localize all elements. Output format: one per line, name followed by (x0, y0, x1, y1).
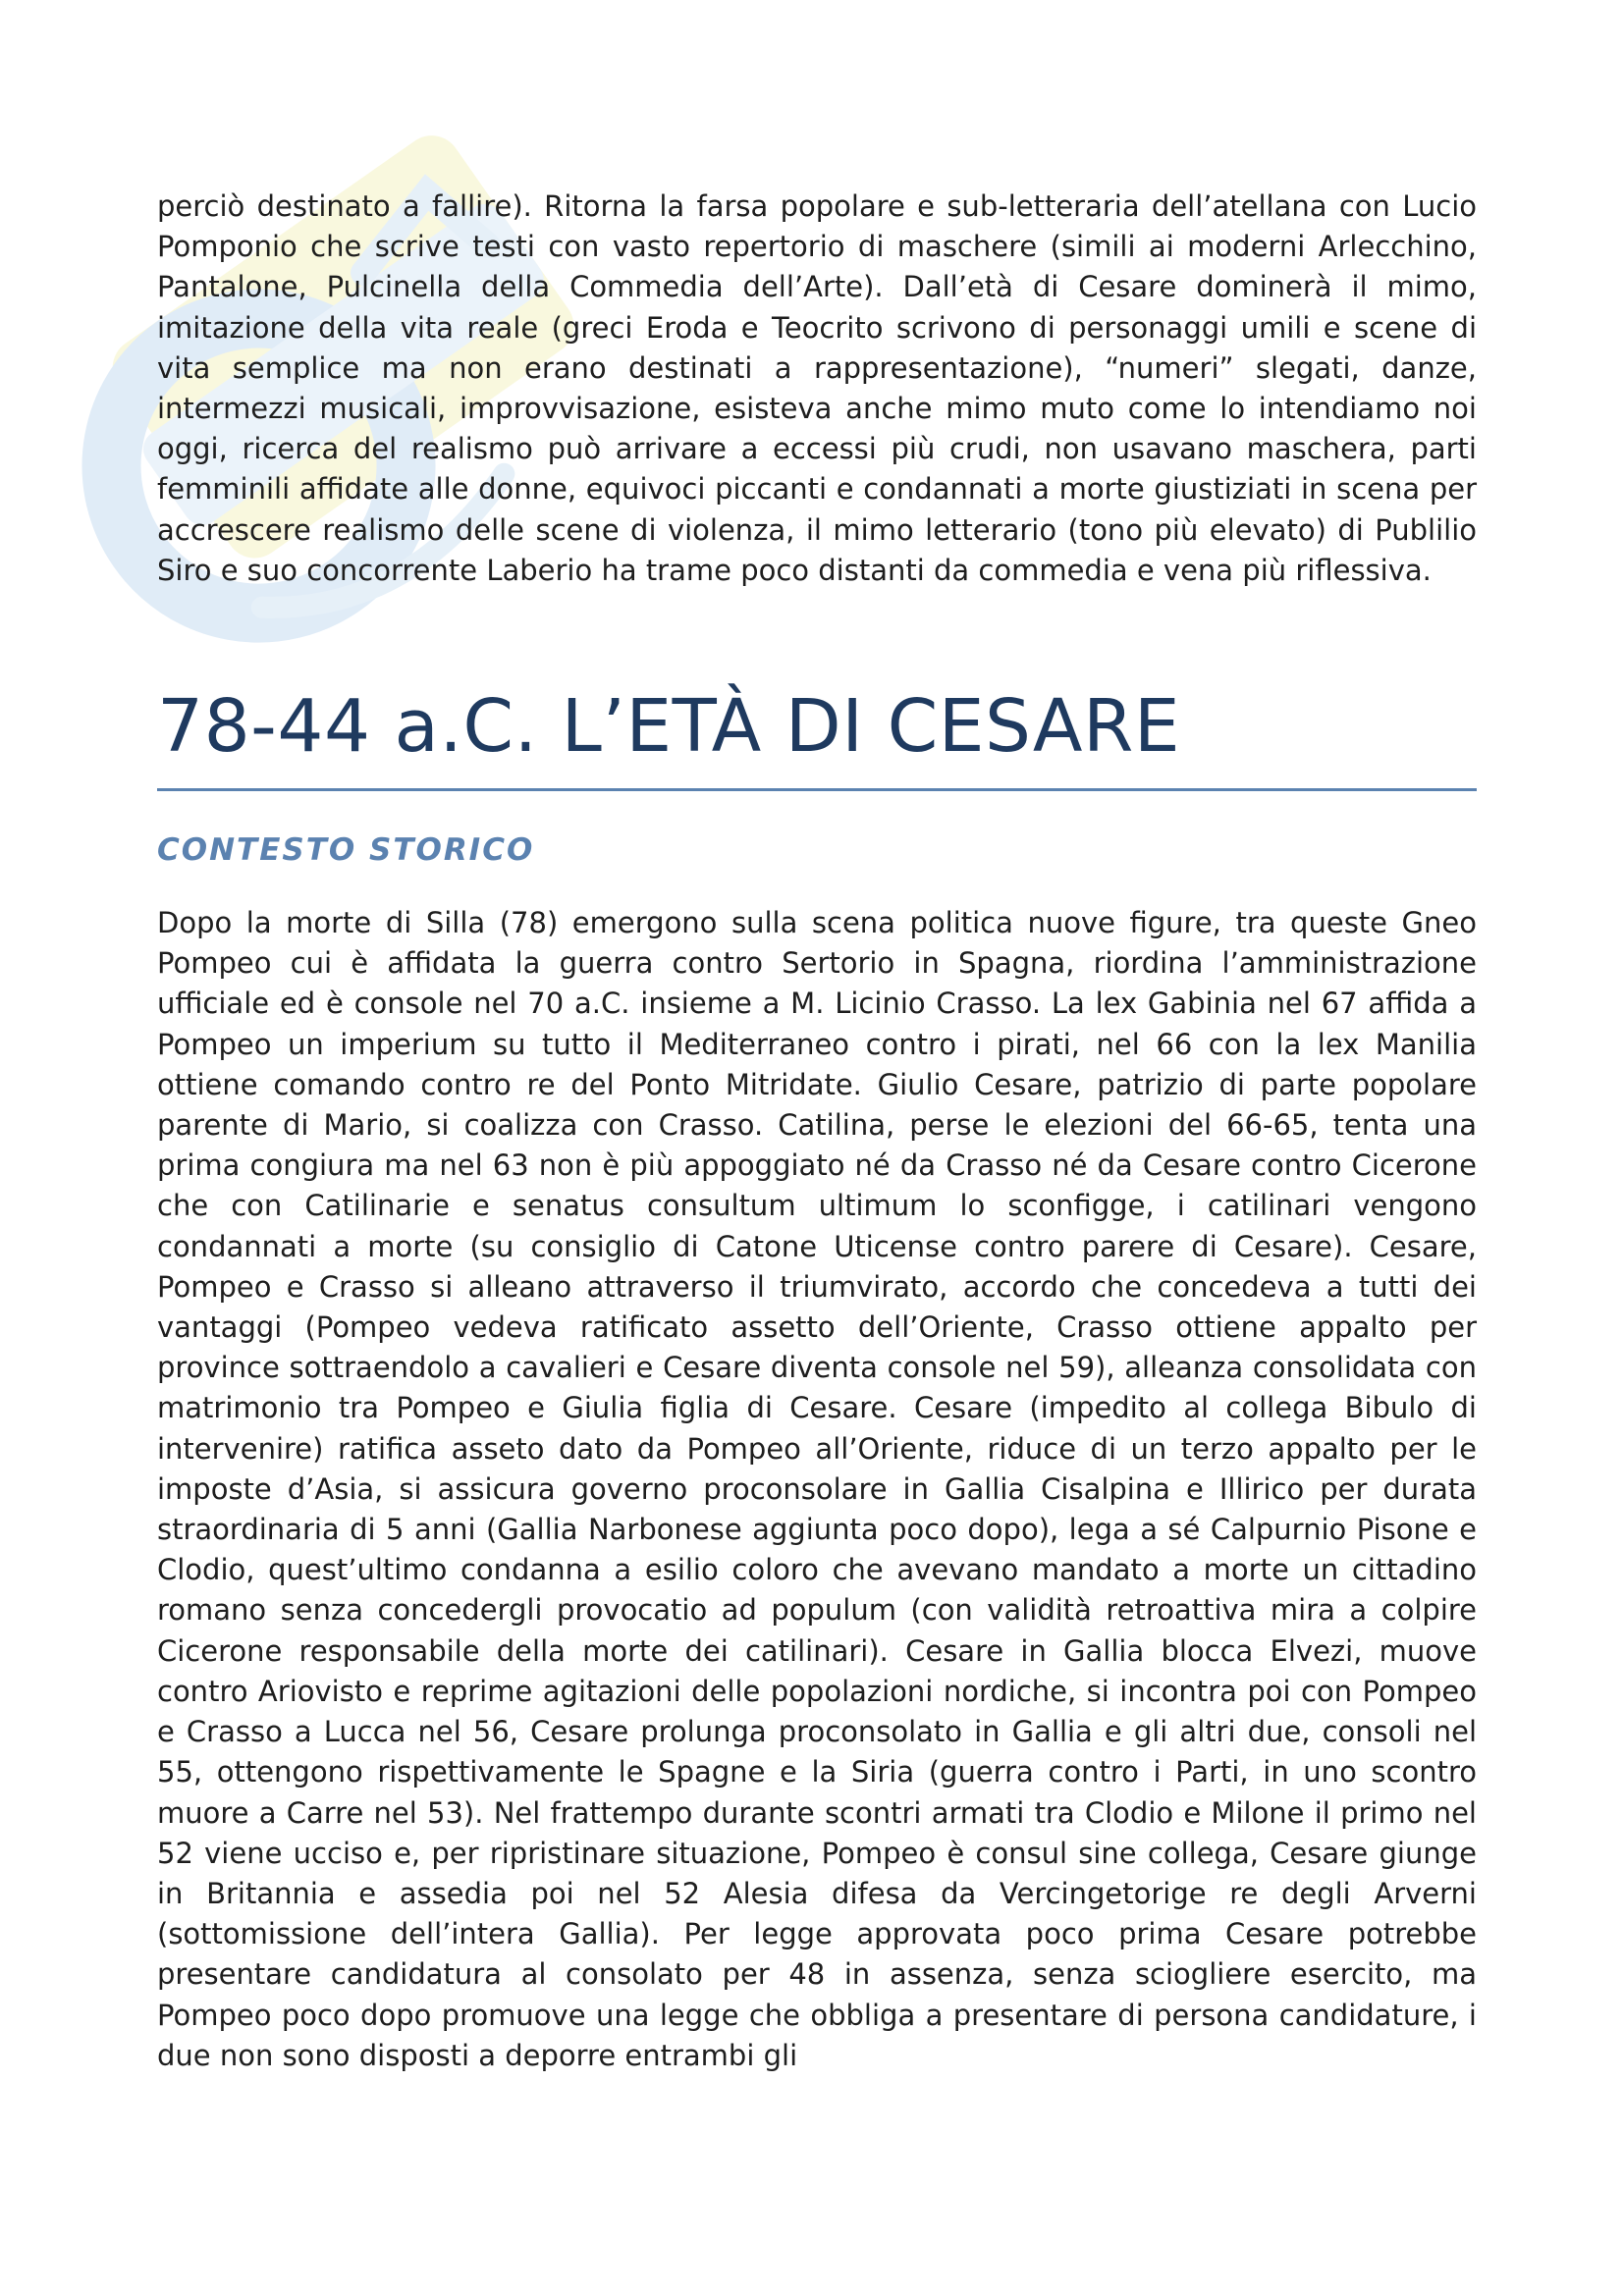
section-heading: CONTESTO STORICO (157, 832, 535, 869)
intro-paragraph: perciò destinato a fallire). Ritorna la farsa popolare e sub-letteraria dell’atellana con Lucio Pomponio che scrive testi con vasto repertorio di maschere (simili ai moderni Arlecchino, Pantalone, Pulcinella della Commedia dell’Arte). Dall’età di Cesare dominerà il mimo, imitazione della vita reale (greci Eroda e Teocrito scrivono di personaggi umili e scene di vita semplice ma non erano destinati a rappresentazione), “numeri” slegati, danze, intermezzi musicali, improvvisazione, esisteva anche mimo muto come lo intendiamo noi oggi, ricerca del realismo può arrivare a eccessi più crudi, non usavano maschera, parti femminili affidate alle donne, equivoci piccanti e condannati a morte giustiziati in scena per accrescere realismo delle scene di violenza, il mimo letterario (tono più elevato) di Publilio Siro e suo concorrente Laberio ha trame poco distanti da commedia e vena più riflessiva. (157, 189, 1477, 587)
document-page (157, 187, 1477, 2076)
title-divider (157, 788, 1477, 791)
body-paragraph: Dopo la morte di Silla (78) emergono sulla scena politica nuove figure, tra queste Gneo Pompeo cui è affidata la guerra contro Sertorio in Spagna, riordina l’amministrazione ufficiale ed è console nel 70 a.C. insieme a M. Licinio Crasso. La lex Gabinia nel 67 affida a Pompeo un imperium su tutto il Mediterraneo contro i pirati, nel 66 con la lex Manilia ottiene comando contro re del Ponto Mitridate. Giulio Cesare, patrizio di parte popolare parente di Mario, si coalizza con Crasso. Catilina, perse le elezioni del 66-65, tenta una prima congiura ma nel 63 non è più appoggiato né da Crasso né da Cesare contro Cicerone che con Catilinarie e senatus consultum ultimum lo sconfigge, i catilinari vengono condannati a morte (su consiglio di Catone Uticense contro parere di Cesare). Cesare, Pompeo e Crasso si alleano attraverso il triumvirato, accordo che concedeva a tutti dei vantaggi (Pompeo vedeva ratificato assetto dell’Oriente, Crasso ottiene appalto per province sottraendolo a cavalieri e Cesare diventa console nel 59), alleanza consolidata con matrimonio tra Pompeo e Giulia figlia di Cesare. Cesare (impedito al collega Bibulo di intervenire) ratifica asseto dato da Pompeo all’Oriente, riduce di un terzo appalto per le imposte d’Asia, si assicura governo proconsolare in Gallia Cisalpina e Illirico per durata straordinaria di 5 anni (Gallia Narbonese aggiunta poco dopo), lega a sé Calpurnio Pisone e Clodio, quest’ultimo condanna a esilio coloro che avevano mandato a morte un cittadino romano senza concedergli provocatio ad populum (con validità retroattiva mira a colpire Cicerone responsabile della morte dei catilinari). Cesare in Gallia blocca Elvezi, muove contro Ariovisto e reprime agitazioni delle popolazioni nordiche, si incontra poi con Pompeo e Crasso a Lucca nel 56, Cesare prolunga proconsolato in Gallia e gli altri due, consoli nel 55, ottengono rispettivamente le Spagne e la Siria (guerra contro i Parti, in uno scontro muore a Carre nel 53). Nel frattempo durante scontri armati tra Clodio e Milone il primo nel 52 viene ucciso e, per ripristinare situazione, Pompeo è consul sine collega, Cesare giunge in Britannia e assedia poi nel 52 Alesia difesa da Vercingetorige re degli Arverni (sottomissione dell’intera Gallia). Per legge approvata poco prima Cesare potrebbe presentare candidatura al consolato per 48 in assenza, senza sciogliere esercito, ma Pompeo poco dopo promuove una legge che obbliga a presentare di persona candidature, i due non sono disposti a deporre entrambi gli (157, 906, 1477, 2072)
chapter-title: 78-44 a.C. L’ETÀ DI CESARE (157, 684, 1181, 770)
